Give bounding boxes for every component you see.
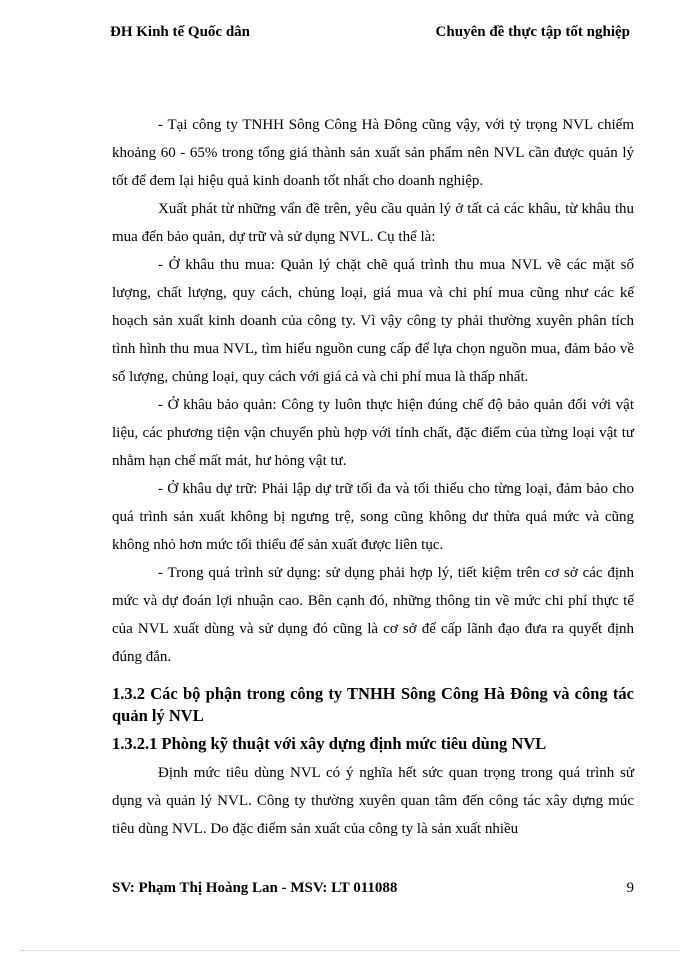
paragraph-consumption-norms: Định mức tiêu dùng NVL có ý nghĩa hết sức quan trọng trong quá trình sử dụng và quản lý NVL. Công ty thường xuyên quan tâm đến công tác xây dựng múc tiêu dùng NVL. Do đặc điểm sản xuất của công ty là sản xuất nhiều (112, 765, 634, 837)
header-divider (110, 47, 630, 48)
section-heading-1-3-2: 1.3.2 Các bộ phận trong công ty TNHH Sông Công Hà Đông và công tác quản lý NVL (112, 684, 634, 725)
header-report-title: Chuyên đề thực tập tốt nghiệp (435, 24, 630, 40)
paragraph-purchasing-stage: - Ở khâu thu mua: Quản lý chặt chẽ quá trình thu mua NVL về các mặt số lượng, chất lượng, quy cách, chủng loại, giá mua và chi phí mua cũng như các kế hoạch sản xuất kinh doanh của công ty. Vì vậy công ty phải thường xuyên phân tích tình hình thu mua NVL, tìm hiểu nguồn cung cấp để lựa chọn nguồn mua, đảm bảo về số lượng, chủng loại, quy cách với giá cả và chi phí mua là thấp nhất. (112, 257, 634, 385)
page-body (112, 111, 634, 843)
paragraph-reserve-stage: - Ở khâu dự trữ: Phải lập dự trữ tối đa và tối thiểu cho từng loại, đảm bảo cho quá trình sản xuất không bị ngưng trệ, song cũng không dư thừa quá mức và cũng không nhỏ hơn mức tối thiểu để sản xuất được liên tục. (112, 481, 634, 553)
header-university: ĐH Kinh tế Quốc dân (110, 24, 251, 40)
page-header (110, 24, 630, 46)
page-bottom-border (20, 950, 680, 951)
paragraph-management-requirements: Xuất phát từ những vấn đề trên, yêu cầu quản lý ở tất cả các khâu, từ khâu thu mua đến bảo quản, dự trữ và sử dụng NVL. Cụ thể là: (112, 201, 634, 245)
subsection-heading-1-3-2-1: 1.3.2.1 Phòng kỹ thuật với xây dựng định mức tiêu dùng NVL (112, 734, 547, 753)
paragraph-usage-stage: - Trong quá trình sử dụng: sử dụng phải hợp lý, tiết kiệm trên cơ sở các định mức và dự đoán lợi nhuận cao. Bên cạnh đó, những thông tin về mức chi phí thực tế của NVL xuất dùng và sử dụng đó cũng là cơ sở để cấp lãnh đạo đưa ra quyết định đúng đắn. (112, 565, 634, 665)
paragraph-material-ratio: - Tại công ty TNHH Sông Công Hà Đông cũng vậy, với tỷ trọng NVL chiếm khoảng 60 - 65% trong tổng giá thành sản xuất sản phẩm nên NVL cần được quản lý tốt để đem lại hiệu quả kinh doanh tốt nhất cho doanh nghiệp. (112, 117, 634, 189)
footer-student-info: SV: Phạm Thị Hoàng Lan - MSV: LT 011088 (112, 880, 398, 896)
page-footer (112, 880, 634, 902)
paragraph-storage-stage: - Ở khâu bảo quản: Công ty luôn thực hiện đúng chế độ bảo quản đối với vật liệu, các phương tiện vận chuyển phù hợp với tính chất, đặc điểm của từng loại vật tư nhằm hạn chế mất mát, hư hỏng vật tư. (112, 397, 634, 469)
page-number: 9 (626, 880, 634, 896)
